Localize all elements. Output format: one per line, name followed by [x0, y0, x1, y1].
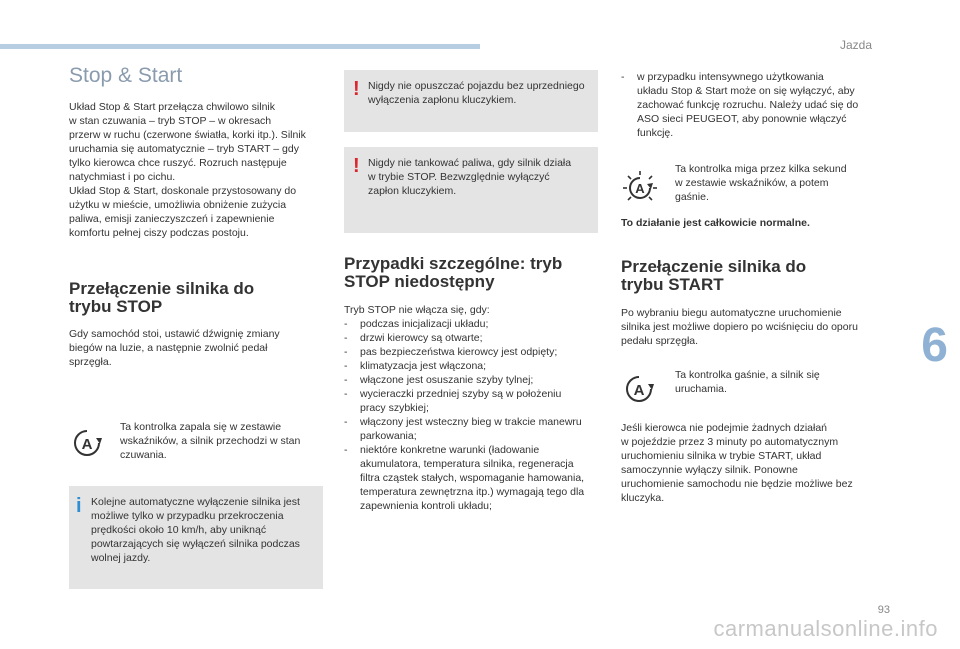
stop-start-blinking-lamp-icon — [622, 170, 658, 206]
list-item: - pas bezpieczeństwa kierowcy jest odpięty; — [344, 345, 606, 359]
list-item: - drzwi kierowcy są otwarte; — [344, 331, 606, 345]
lamp-off-text: Ta kontrolka gaśnie, a silnik się uruchamia. — [675, 369, 820, 395]
stop-start-lamp-icon — [72, 428, 102, 458]
watermark: carmanualsonline.info — [713, 616, 938, 641]
intro-text: Układ Stop & Start przełącza chwilowo silnik w stan czuwania – tryb STOP – w okresach przerw w ruchu (czerwone światła, korki itp.). Silnik uruchamia się automatycznie – tryb START – gdy tylko kierowca chce ruszyć. Rozruch następuje natychmiast i po cichu. Układ Stop & Start, doskonale przystosowany do użytku w mieście, umożliwia obniżenie zużycia paliwa, emisji zanieczyszczeń i zapewnienie komfortu pełnej ciszy podczas postoju. — [69, 101, 306, 239]
special-cases-heading: Przypadki szczególne: tryb STOP niedostępny — [344, 254, 563, 291]
stop-text: Gdy samochód stoi, ustawić dźwignię zmiany biegów na luzie, a następnie zwolnić pedał sprzęgła. — [69, 328, 280, 368]
list-item: - włączone jest osuszanie szyby tylnej; — [344, 373, 606, 387]
info-icon: i — [76, 495, 82, 517]
chapter-number: 6 — [921, 319, 948, 372]
lamp-blink-text: Ta kontrolka miga przez kilka sekund w zestawie wskaźników, a potem gaśnie. — [675, 163, 847, 203]
svg-text:A: A — [633, 382, 645, 399]
info-box — [69, 486, 323, 589]
extra-case-list — [621, 70, 881, 140]
special-cases-lead: Tryb STOP nie włącza się, gdy: — [344, 304, 490, 316]
start-heading: Przełączenie silnika do trybu START — [621, 257, 807, 294]
header-bar — [0, 44, 480, 49]
list-item: - klimatyzacja jest włączona; — [344, 359, 606, 373]
page-title: Stop & Start — [69, 64, 183, 87]
stop-start-lamp-icon — [624, 374, 654, 404]
page-number: 93 — [877, 604, 890, 616]
list-item: - w przypadku intensywnego użytkowania układu Stop & Start może on się wyłączyć, aby zachować funkcję rozruchu. Należy udać się do ASO sieci PEUGEOT, aby ponownie włączyć funkcję. — [621, 70, 881, 140]
warning-text-2: Nigdy nie tankować paliwa, gdy silnik działa w trybie STOP. Bezwzględnie wyłączyć zapłon kluczykiem. — [368, 157, 572, 197]
warning-icon: ! — [353, 155, 360, 177]
svg-text:A: A — [635, 181, 645, 196]
warning-icon: ! — [353, 78, 360, 100]
list-item: - wycieraczki przedniej szyby są w położeniu pracy szybkiej; — [344, 387, 606, 415]
special-cases-list — [344, 317, 606, 513]
stop-heading: Przełączenie silnika do trybu STOP — [69, 279, 255, 316]
warning-text-1: Nigdy nie opuszczać pojazdu bez uprzedniego wyłączenia zapłonu kluczykiem. — [368, 80, 585, 106]
lamp-on-text: Ta kontrolka zapala się w zestawie wskaźników, a silnik przechodzi w stan czuwania. — [120, 421, 301, 461]
auto-off-text: Jeśli kierowca nie podejmie żadnych działań w pojeździe przez 3 minuty po automatycznym uruchomieniu silnika w trybie START, układ samoczynnie wyłączy silnik. Ponowne uruchomienie samochodu nie będzie możliwe bez kluczyka. — [621, 422, 853, 504]
section-title: Jazda — [839, 38, 872, 52]
list-item: - podczas inicjalizacji układu; — [344, 317, 606, 331]
list-item: - włączony jest wsteczny bieg w trakcie manewru parkowania; — [344, 415, 606, 443]
list-item: - niektóre konkretne warunki (ładowanie akumulatora, temperatura silnika, regeneracja filtra cząstek stałych, wspomaganie hamowania, temperatura zewnętrzna itp.) wymagają tego dla zapewnienia kontroli układu; — [344, 443, 606, 513]
svg-text:A: A — [81, 436, 93, 453]
warning-box-2 — [344, 147, 598, 233]
info-text: Kolejne automatyczne wyłączenie silnika jest możliwe tylko w przypadku przekroczenia prędkości około 10 km/h, aby uniknąć powtarzających się wyłączeń silnika podczas wolnej jazdy. — [91, 496, 300, 564]
warning-box-1 — [344, 70, 598, 132]
normal-operation-text: To działanie jest całkowicie normalne. — [621, 217, 810, 229]
start-text: Po wybraniu biegu automatyczne uruchomienie silnika jest możliwe dopiero po wciśnięciu do oporu pedału sprzęgła. — [621, 307, 858, 347]
